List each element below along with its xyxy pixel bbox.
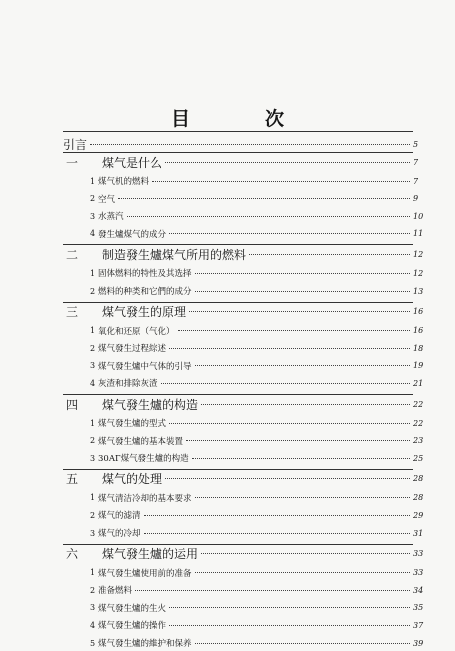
toc-subentry: [0, 340, 455, 356]
page-number: 12: [413, 249, 424, 259]
page-column: [413, 454, 455, 463]
page-number: 5: [413, 139, 419, 149]
subentry-label: 煤气發生爐使用前的准备: [98, 568, 192, 579]
dot-leader: [169, 423, 410, 424]
subentry-label: 准备燃料: [98, 586, 133, 597]
dot-leader: [195, 291, 410, 292]
title-rule: [63, 131, 413, 132]
page-column: [413, 287, 455, 296]
toc-subentry: [0, 283, 455, 299]
page-column: [413, 379, 455, 388]
subentry-number: 2: [90, 343, 96, 353]
page-column: [413, 511, 455, 520]
subentry-label: 煤气發生爐的維护和保养: [98, 639, 192, 649]
dot-leader: [135, 590, 410, 591]
toc-title: 目 次: [170, 108, 312, 130]
subentry-label: 煤气的冷却: [98, 529, 141, 539]
subentry-number: 1: [90, 326, 96, 336]
page-number: 21: [413, 378, 424, 388]
page-column: [413, 177, 455, 186]
chapter-title: 煤气的处理: [102, 472, 163, 487]
toc-chapter: [0, 471, 455, 487]
dot-leader: [144, 515, 410, 516]
chapter-rule: [63, 302, 413, 303]
subentry-label: 煤气的滤清: [98, 511, 141, 522]
dot-leader: [195, 365, 410, 366]
page-column: [413, 549, 455, 558]
toc-subentry: [0, 525, 455, 541]
page-column: [413, 603, 455, 612]
page-column: [413, 474, 455, 483]
subentry-label: 煤气發生爐的型式: [98, 419, 167, 429]
page-column: [413, 140, 455, 149]
dot-leader: [192, 458, 410, 459]
dot-leader: [152, 181, 410, 182]
dot-leader: [144, 533, 410, 534]
page-column: [413, 529, 455, 538]
toc-subentry: [0, 600, 455, 616]
dot-leader: [90, 144, 410, 145]
subentry-number: 3: [90, 453, 96, 463]
subentry-label: 氧化和还原（气化）: [98, 326, 175, 337]
chapter-number: 六: [66, 547, 79, 562]
subentry-label: 30AГ煤气發生爐的构造: [98, 454, 189, 465]
chapter-rule: [63, 544, 413, 545]
subentry-number: 1: [90, 418, 96, 428]
chapter-rule: [63, 394, 413, 395]
subentry-number: 1: [90, 268, 96, 278]
dot-leader: [169, 348, 410, 349]
subentry-number: 1: [90, 568, 96, 578]
chapter-title: 煤气發生爐的运用: [102, 547, 199, 562]
toc-subentry: [0, 323, 455, 339]
subentry-number: 3: [90, 528, 96, 538]
page-number: 25: [413, 453, 424, 463]
toc-subentry: [0, 617, 455, 633]
toc-subentry: [0, 565, 455, 581]
chapter-rule: [63, 244, 413, 245]
dot-leader: [201, 553, 410, 554]
subentry-label: 發生爐煤气的成分: [98, 229, 167, 240]
intro-label: 引言: [63, 137, 88, 152]
subentry-number: 2: [90, 436, 96, 446]
page-column: [413, 621, 455, 630]
dot-leader: [118, 198, 410, 199]
subentry-number: 3: [90, 211, 96, 221]
subentry-number: 3: [90, 603, 96, 613]
page-column: [413, 229, 455, 238]
dot-leader: [169, 607, 410, 608]
page-number: 7: [413, 176, 419, 186]
dot-leader: [189, 311, 410, 312]
page-number: 29: [413, 510, 424, 520]
page-number: 35: [413, 603, 424, 613]
page-number: 12: [413, 268, 424, 278]
toc-subentry: [0, 375, 455, 391]
toc-chapter: [0, 304, 455, 320]
page-number: 33: [413, 568, 424, 578]
page-number: 13: [413, 286, 424, 296]
page-number: 19: [413, 361, 424, 371]
page-column: [413, 639, 455, 648]
chapter-title: 煤气發生爐的构造: [102, 397, 199, 412]
subentry-label: 灰渣和排除灰渣: [98, 379, 158, 390]
page-column: [413, 212, 455, 221]
dot-leader: [249, 254, 410, 255]
toc-chapter: [0, 246, 455, 262]
chapter-number: 三: [66, 305, 79, 320]
dot-leader: [195, 643, 410, 644]
page-column: [413, 158, 455, 167]
toc-entry-intro: [0, 136, 455, 152]
toc-subentry: [0, 433, 455, 449]
dot-leader: [127, 216, 410, 217]
chapter-title: 制造發生爐煤气所用的燃料: [102, 247, 247, 262]
page-number: 10: [413, 211, 424, 221]
page-number: 16: [413, 326, 424, 336]
subentry-number: 4: [90, 378, 96, 388]
subentry-number: 2: [90, 286, 96, 296]
toc-subentry: [0, 582, 455, 598]
subentry-number: 2: [90, 585, 96, 595]
page-column: [413, 419, 455, 428]
subentry-label: 煤气机的燃料: [98, 177, 150, 187]
subentry-number: 5: [90, 638, 96, 648]
toc-subentry: [0, 415, 455, 431]
page-column: [413, 326, 455, 335]
page-column: [413, 250, 455, 259]
subentry-number: 1: [90, 176, 96, 186]
subentry-label: 煤气清洁冷却的基本要求: [98, 493, 192, 504]
dot-leader: [178, 330, 410, 331]
page-number: 7: [413, 157, 419, 167]
chapter-rule: [63, 152, 413, 153]
dot-leader: [195, 497, 410, 498]
page-column: [413, 344, 455, 353]
page-number: 22: [413, 418, 424, 428]
subentry-label: 煤气發生爐中气体的引导: [98, 361, 192, 372]
chapter-number: 五: [66, 472, 79, 487]
chapter-rule: [63, 469, 413, 470]
subentry-number: 2: [90, 510, 96, 520]
subentry-label: 煤气發生过程綜述: [98, 344, 167, 355]
toc-subentry: [0, 635, 455, 651]
page-number: 16: [413, 307, 424, 317]
dot-leader: [186, 440, 410, 441]
dot-leader: [169, 233, 410, 234]
chapter-number: 二: [66, 247, 79, 262]
page-column: [413, 586, 455, 595]
subentry-number: 2: [90, 194, 96, 204]
dot-leader: [165, 162, 410, 163]
subentry-label: 水蒸汽: [98, 212, 124, 223]
chapter-number: 四: [66, 397, 79, 412]
page-number: 33: [413, 549, 424, 559]
subentry-label: 煤气發生爐的操作: [98, 621, 167, 632]
page-number: 23: [413, 436, 424, 446]
toc-chapter: [0, 396, 455, 412]
toc-subentry: [0, 208, 455, 224]
chapter-title: 煤气發生的原理: [102, 305, 187, 320]
toc-chapter: [0, 546, 455, 562]
page-number: 9: [413, 194, 419, 204]
page-number: 39: [413, 638, 424, 648]
toc-subentry: [0, 490, 455, 506]
page-number: 22: [413, 399, 424, 409]
dot-leader: [169, 625, 410, 626]
page-column: [413, 194, 455, 203]
toc-subentry: [0, 191, 455, 207]
page-column: [413, 436, 455, 445]
toc-subentry: [0, 173, 455, 189]
subentry-label: 煤气發生爐的生火: [98, 603, 167, 614]
page-column: [413, 307, 455, 316]
toc-subentry: [0, 507, 455, 523]
subentry-number: 4: [90, 620, 96, 630]
dot-leader: [161, 383, 410, 384]
page-number: 18: [413, 343, 424, 353]
toc-chapter: [0, 154, 455, 170]
toc-subentry: [0, 450, 455, 466]
page-number: 28: [413, 493, 424, 503]
page-number: 28: [413, 474, 424, 484]
page-number: 37: [413, 620, 424, 630]
subentry-number: 4: [90, 229, 96, 239]
toc-subentry: [0, 226, 455, 242]
chapter-title: 煤气是什么: [102, 155, 163, 170]
dot-leader: [195, 572, 410, 573]
chapter-number: 一: [66, 155, 79, 170]
page-column: [413, 269, 455, 278]
page-column: [413, 568, 455, 577]
dot-leader: [195, 273, 410, 274]
subentry-label: 燃料的种类和它們的成分: [98, 287, 192, 297]
dot-leader: [201, 404, 410, 405]
subentry-number: 3: [90, 361, 96, 371]
dot-leader: [165, 478, 410, 479]
page-number: 34: [413, 585, 424, 595]
subentry-label: 煤气發生爐的基本裝置: [98, 436, 184, 447]
subentry-label: 空气: [98, 194, 116, 205]
page-column: [413, 361, 455, 370]
page-column: [413, 493, 455, 502]
toc-subentry: [0, 265, 455, 281]
page-number: 11: [413, 229, 424, 239]
page-column: [413, 400, 455, 409]
subentry-label: 固体燃料的特性及其选择: [98, 269, 192, 280]
subentry-number: 1: [90, 493, 96, 503]
toc-subentry: [0, 358, 455, 374]
page-number: 31: [413, 528, 424, 538]
